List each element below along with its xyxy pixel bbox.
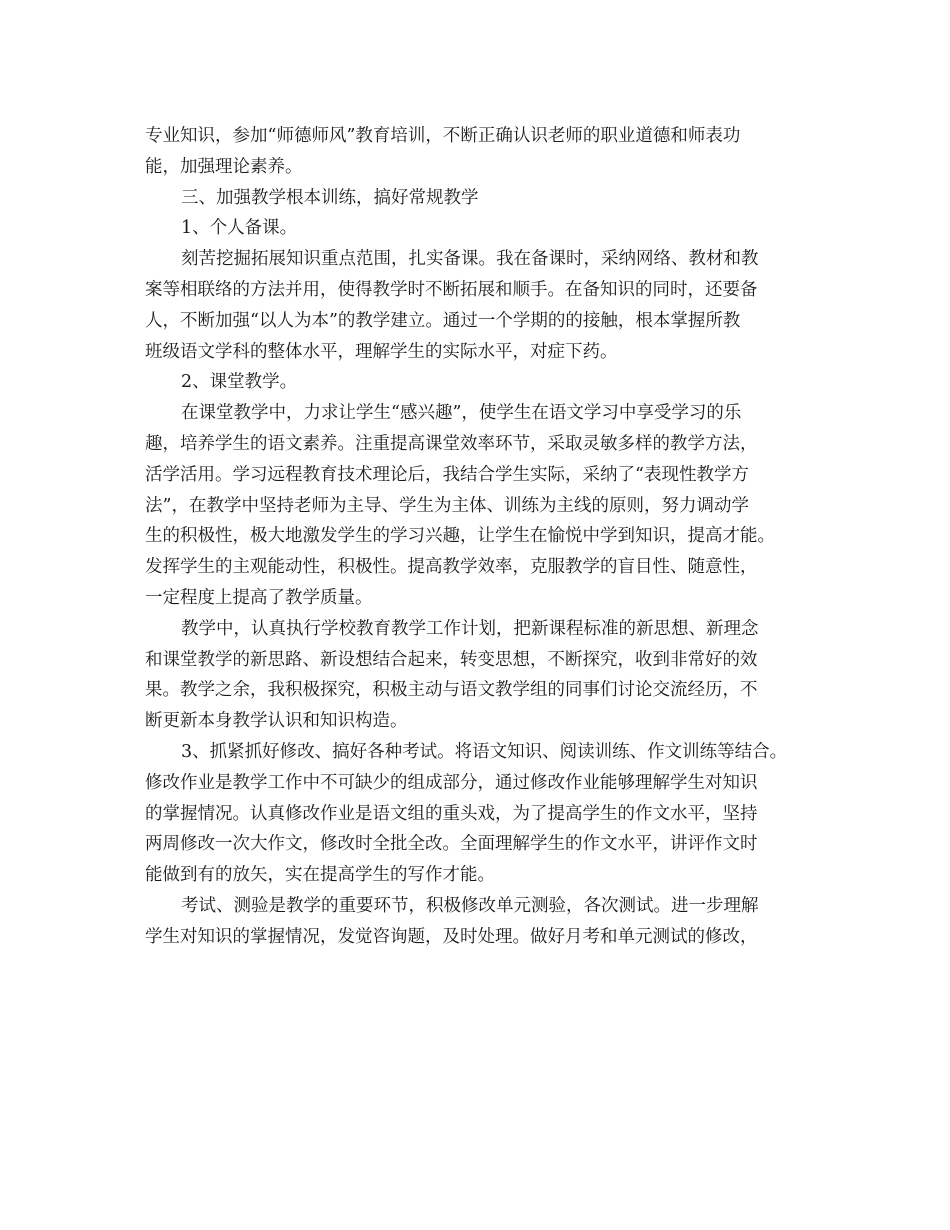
text-line: 发挥学生的主观能动性，积极性。提高教学效率，克服教学的盲目性、随意性， (145, 557, 758, 578)
text-line: 案等相联络的方法并用，使得教学时不断拓展和顺手。在备知识的同时，还要备 (145, 279, 758, 300)
text-line: 断更新本身教学认识和知识构造。 (145, 711, 408, 732)
text-line: 果。教学之余，我积极探究，积极主动与语文教学组的同事们讨论交流经历，不 (145, 680, 758, 701)
text-line: 刻苦挖掘拓展知识重点范围，扎实备课。我在备课时，采纳网络、教材和教 (181, 249, 759, 270)
text-line: 三、加强教学根本训练，搞好常规教学 (181, 187, 479, 208)
document-body (145, 121, 825, 953)
text-line: 能做到有的放矢，实在提高学生的写作才能。 (145, 865, 495, 886)
text-line: 学生对知识的掌握情况，发觉咨询题，及时处理。做好月考和单元测试的修改， (145, 926, 758, 947)
text-line: 的掌握情况。认真修改作业是语文组的重头戏，为了提高学生的作文水平，坚持 (145, 803, 758, 824)
text-line: 两周修改一次大作文，修改时全批全改。全面理解学生的作文水平，讲评作文时 (145, 834, 758, 855)
text-line: 人，不断加强“以人为本”的教学建立。通过一个学期的的接触，根本掌握所教 (145, 310, 741, 331)
text-line: 在课堂教学中，力求让学生“感兴趣”，使学生在语文学习中享受学习的乐 (181, 403, 742, 424)
text-line: 法”，在教学中坚持老师为主导、学生为主体、训练为主线的原则，努力调动学 (145, 495, 749, 516)
text-line: 一定程度上提高了教学质量。 (145, 587, 373, 608)
text-line: 活学活用。学习远程教育技术理论后，我结合学生实际，采纳了“表现性教学方 (145, 464, 749, 485)
text-line: 考试、测验是教学的重要环节，积极修改单元测验，各次测试。进一步理解 (181, 895, 759, 916)
text-line: 1、个人备课。 (181, 218, 298, 239)
text-line: 趣，培养学生的语文素养。注重提高课堂效率环节，采取灵敏多样的教学方法， (145, 433, 758, 454)
text-line: 3、抓紧抓好修改、搞好各种考试。将语文知识、阅读训练、作文训练等结合。 (181, 741, 788, 762)
text-line: 2、课堂教学。 (181, 372, 298, 393)
text-line: 生的积极性，极大地激发学生的学习兴趣，让学生在愉悦中学到知识，提高才能。 (145, 526, 775, 547)
text-line: 修改作业是教学工作中不可缺少的组成部分，通过修改作业能够理解学生对知识 (145, 772, 758, 793)
text-line: 教学中，认真执行学校教育教学工作计划，把新课程标准的新思想、新理念 (181, 618, 759, 639)
text-line: 专业知识，参加“师德师风”教育培训，不断正确认识老师的职业道德和师表功 (145, 126, 741, 146)
text-line: 班级语文学科的整体水平，理解学生的实际水平，对症下药。 (145, 341, 618, 362)
text-line: 能，加强理论素养。 (145, 156, 303, 177)
text-line: 和课堂教学的新思路、新设想结合起来，转变思想，不断探究，收到非常好的效 (145, 649, 758, 670)
